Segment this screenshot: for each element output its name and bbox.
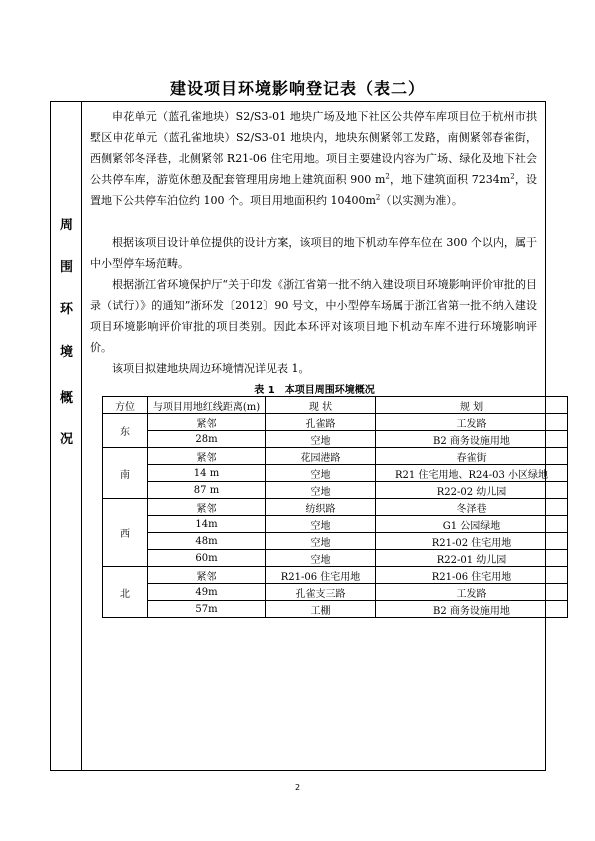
table-header-row: [103, 397, 568, 414]
distance-cell: 87 m: [148, 482, 266, 499]
table-caption: 表 1 本项目周围环境概况: [254, 385, 375, 396]
table-row: [103, 448, 568, 465]
distance-cell: 紧邻: [148, 567, 266, 584]
table-row: [103, 516, 568, 533]
table-row: [103, 465, 568, 482]
status-cell: 空地: [266, 550, 376, 567]
distance-cell: 49m: [148, 584, 266, 601]
direction-cell: 南: [103, 448, 148, 499]
status-cell: 空地: [266, 516, 376, 533]
side-label-char: 况: [59, 432, 73, 447]
plan-cell: 工发路: [376, 584, 568, 601]
plan-cell: 春雀街: [376, 448, 568, 465]
table-row: [103, 601, 568, 618]
side-label-char: 概: [59, 391, 73, 406]
content-area: [82, 102, 548, 770]
header-current-status: 现 状: [266, 397, 376, 414]
plan-cell: B2 商务设施用地: [376, 431, 568, 448]
table-row: [103, 414, 568, 431]
header-planning: 规 划: [376, 397, 568, 414]
header-distance: 与项目用地红线距离(m): [148, 397, 266, 414]
table-row: [103, 584, 568, 601]
plan-cell: R21-02 住宅用地: [376, 533, 568, 550]
distance-cell: 紧邻: [148, 448, 266, 465]
side-label-char: 环: [59, 302, 73, 317]
status-cell: 纺织路: [266, 499, 376, 516]
side-label-char: 境: [59, 345, 73, 360]
plan-cell: R21 住宅用地、R24-03 小区绿地: [376, 465, 568, 482]
paragraph-parking-scale: 根据该项目设计单位提供的设计方案，该项目的地下机动车停车位在 300 个以内，属于中小型停车场范畴。: [90, 236, 537, 270]
plan-cell: 工发路: [376, 414, 568, 431]
status-cell: 孔雀支三路: [266, 584, 376, 601]
distance-cell: 紧邻: [148, 414, 266, 431]
paragraph-location: 申花单元（蓝孔雀地块）S2/S3-01 地块广场及地下社区公共停车库项目位于杭州市拱墅区申花单元（蓝孔雀地块）S2/S3-01 地块内，地块东侧紧邻工发路，南侧紧邻春雀街，西侧紧邻冬泽巷，北侧紧邻 R21-06 住宅用地。项目主要建设内容为广场、绿化及地下社会公共停车库，游览休憩及配套管理用房地上建筑面积 900 $m^2$，地下建筑面积 $7234m^2$，设置地下公共停车泊位约 100 个。项目用地面积约 $10400m^2$（以实测为准）。: [90, 110, 538, 207]
plan-cell: B2 商务设施用地: [376, 601, 568, 618]
direction-cell: 北: [103, 567, 148, 618]
distance-cell: 28m: [148, 431, 266, 448]
page-number: 2: [294, 783, 301, 792]
side-label-column: [51, 102, 82, 770]
header-direction: 方位: [103, 397, 148, 414]
environment-table: [102, 396, 568, 618]
table-row: [103, 567, 568, 584]
table-row: [103, 482, 568, 499]
direction-cell: 东: [103, 414, 148, 448]
form-frame: [50, 101, 546, 771]
plan-cell: G1 公园绿地: [376, 516, 568, 533]
plan-cell: R22-02 幼儿园: [376, 482, 568, 499]
page-title: 建设项目环境影响登记表（表二）: [169, 79, 425, 98]
distance-cell: 48m: [148, 533, 266, 550]
side-label-char: 周: [59, 218, 73, 233]
status-cell: 空地: [266, 533, 376, 550]
status-cell: R21-06 住宅用地: [266, 567, 376, 584]
table-row: [103, 550, 568, 567]
table-row: [103, 533, 568, 550]
plan-cell: R22-01 幼儿园: [376, 550, 568, 567]
side-label-char: 围: [59, 260, 73, 275]
distance-cell: 紧邻: [148, 499, 266, 516]
table-row: [103, 431, 568, 448]
status-cell: 工棚: [266, 601, 376, 618]
direction-cell: 西: [103, 499, 148, 567]
paragraph-table-reference: 该项目拟建地块周边环境情况详见表 1。: [112, 362, 310, 375]
distance-cell: 14 m: [148, 465, 266, 482]
status-cell: 空地: [266, 465, 376, 482]
status-cell: 花园港路: [266, 448, 376, 465]
table-row: [103, 499, 568, 516]
paragraph-regulation: 根据浙江省环境保护厅“关于印发《浙江省第一批不纳入建设项目环境影响评价审批的目录（试行）》的通知”浙环发〔2012〕90 号文，中小型停车场属于浙江省第一批不纳入建设项目环境影响评价审批的项目类别。因此本环评对该项目地下机动车库不进行环境影响评价。: [90, 278, 537, 354]
status-cell: 空地: [266, 482, 376, 499]
plan-cell: 冬泽巷: [376, 499, 568, 516]
plan-cell: R21-06 住宅用地: [376, 567, 568, 584]
status-cell: 空地: [266, 431, 376, 448]
status-cell: 孔雀路: [266, 414, 376, 431]
distance-cell: 60m: [148, 550, 266, 567]
distance-cell: 57m: [148, 601, 266, 618]
distance-cell: 14m: [148, 516, 266, 533]
